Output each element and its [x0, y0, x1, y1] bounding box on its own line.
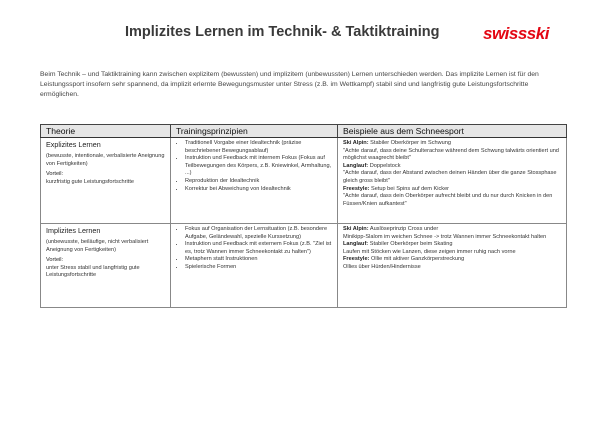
- list-item: • Korrektur bei Abweichung von Idealtechnik: [185, 186, 333, 194]
- list-item: • Metaphern statt Instruktionen: [185, 256, 333, 264]
- advantage-text: kurzfristig gute Leistungsfortschritte: [46, 178, 134, 185]
- theory-cell: [41, 138, 171, 224]
- page-title: Implizites Lernen im Technik- & Taktiktraining: [125, 24, 440, 40]
- theory-name: Implizites Lernen: [46, 226, 101, 235]
- table-row: [41, 138, 567, 224]
- principles-cell: [171, 138, 338, 224]
- example-line: Freestyle: Setup bei Spins auf dem Kicker: [343, 185, 450, 192]
- example-line: Ski Alpin: Auslöseprinzip Cross under: [343, 226, 439, 232]
- principles-list: [176, 140, 333, 193]
- intro-paragraph: Beim Technik – und Taktiktraining kann zwischen explizitem (bewussten) und implizitem (unbewussten) Lernen unterschieden werden. Das implizite Lernen ist für den Leistungssport insofern sehr spannend, da implizit erlernte Bewegungsmuster unter Stress (z.B. im Wettkampf) stabil sind und langfristig gute Leistungsfortschritte ermöglichen.: [40, 71, 539, 98]
- example-line: Laufen mit Stöcken wie Lanzen, diese zeigen immer ruhig nach vorne: [343, 248, 516, 255]
- example-line: Langlauf: Doppelstock: [343, 162, 401, 169]
- table-header-row: [41, 125, 567, 138]
- theory-description: (bewusste, intentionale, verbalisierte Aneignung von Fertigkeiten): [46, 153, 165, 167]
- list-item: • Instruktion und Feedback mit externem Fokus (z.B. "Ziel ist es, trotz Wannen immer Schneekontakt zu halten"): [185, 241, 333, 256]
- list-item: • Reproduktion der Idealtechnik: [185, 178, 333, 186]
- example-line: Langlauf: Stabiler Oberkörper beim Skating: [343, 241, 453, 248]
- table-row: [41, 224, 567, 308]
- advantage-label: Vorteil:: [46, 171, 64, 178]
- theory-description: (unbewusste, beiläufige, nicht verbalisiert Aneignung von Fertigkeiten): [46, 239, 149, 253]
- header-principles: Trainingsprinzipien: [171, 125, 338, 138]
- example-line: Ollies über Hürden/Hindernisse: [343, 263, 421, 270]
- theory-name: Explizites Lernen: [46, 140, 101, 149]
- list-item: • Fokus auf Organisation der Lernsituation (z.B. besondere Aufgabe, Geländewahl, spezielle Kurssetzung): [185, 226, 333, 241]
- example-line: "Achte darauf, dass dein Oberkörper aufrecht bleibt und du nur durch Knicken in den Füssen/Knien aufkantest": [343, 193, 553, 207]
- advantage-text: unter Stress stabil und langfristig gute Leistungsfortschritte: [46, 264, 140, 279]
- example-line: "Achte darauf, dass der Abstand zwischen deinen Händen über die ganze Stossphase gleich gross bleibt": [343, 170, 557, 184]
- example-line: Minikipp-Slalom im weichen Schnee -> trotz Wannen immer Schneekontakt halten: [343, 233, 547, 240]
- header-theory: Theorie: [41, 125, 171, 138]
- swissski-logo: swissski: [483, 24, 549, 43]
- example-line: Ski Alpin: Stabiler Oberkörper im Schwung: [343, 140, 451, 146]
- theory-cell: [41, 224, 171, 308]
- list-item: • Instruktion und Feedback mit internem Fokus (Fokus auf Teilbewegungen des Körpers, z.B. Kniewinkel, Armhaltung, ...): [185, 155, 333, 178]
- list-item: • Traditionell Vorgabe einer Idealtechnik (präzise beschriebener Bewegungsablauf): [185, 140, 333, 155]
- example-line: Freestyle: Ollie mit aktiver Ganzkörperstreckung: [343, 256, 465, 263]
- header-examples: Beispiele aus dem Schneesport: [338, 125, 567, 138]
- examples-cell: [338, 138, 567, 224]
- advantage-label: Vorteil:: [46, 257, 64, 264]
- examples-cell: [338, 224, 567, 308]
- principles-list: [176, 226, 333, 272]
- list-item: • Spielerische Formen: [185, 264, 333, 272]
- example-line: "Achte darauf, dass deine Schulterachse während dem Schwung talwärts orientiert und möglichst waagrecht bleibt": [343, 147, 559, 162]
- principles-cell: [171, 224, 338, 308]
- comparison-table: [40, 124, 567, 308]
